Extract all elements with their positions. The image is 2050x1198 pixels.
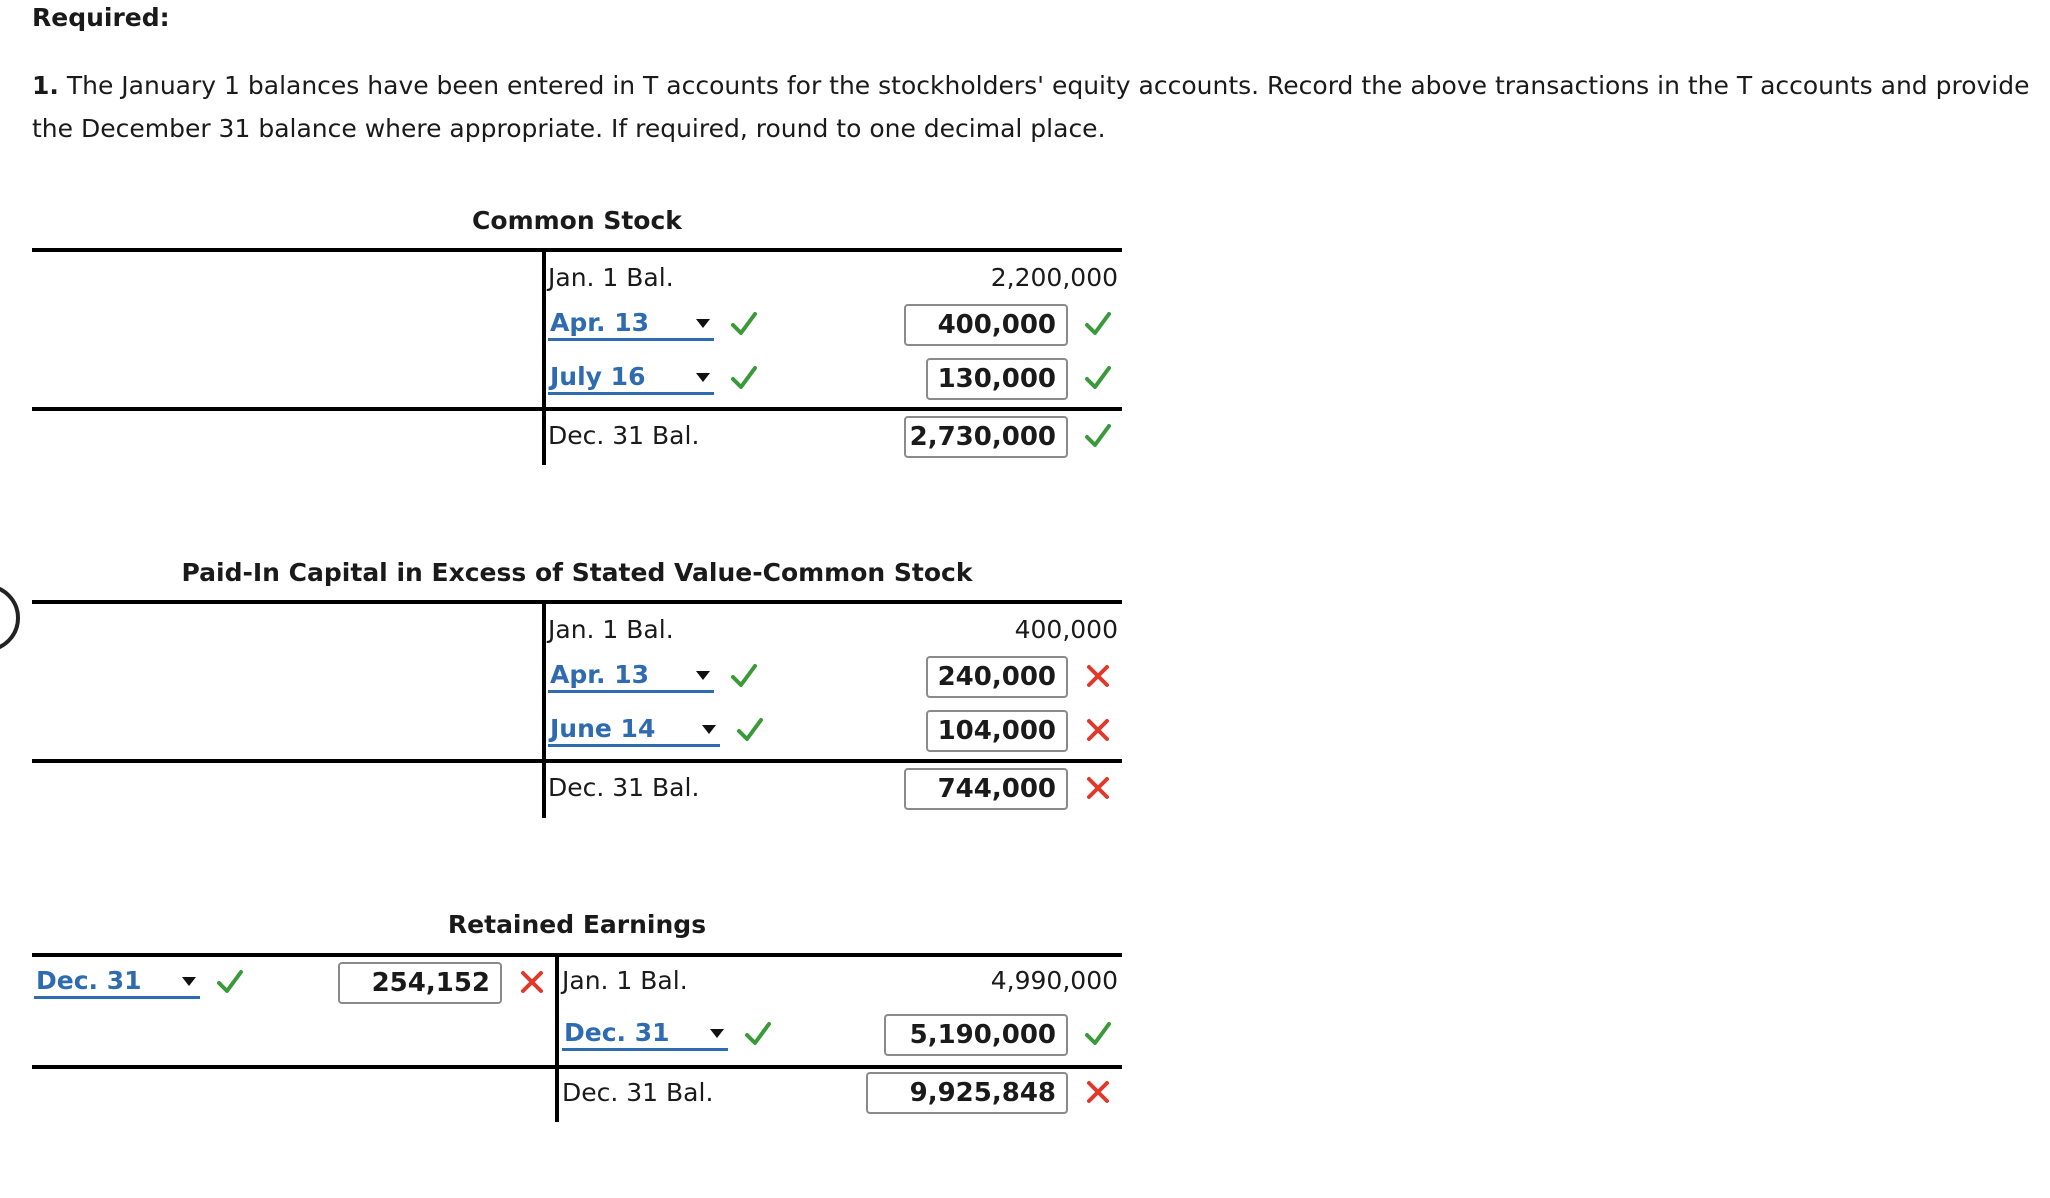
paid-in-capital-jan-amount: 400,000 [1014, 615, 1118, 644]
selected-date: Apr. 13 [550, 308, 649, 337]
retained-earnings-jan-label: Jan. 1 Bal. [562, 966, 688, 995]
paid-in-capital-dec-label: Dec. 31 Bal. [548, 773, 700, 802]
retained-earnings-row1-date-select[interactable] [562, 1018, 728, 1051]
common-stock-row2-amount-input[interactable]: 130,000 [926, 358, 1068, 400]
selected-date: Dec. 31 [36, 966, 142, 995]
paid-in-capital-dec-balance-input[interactable]: 744,000 [904, 768, 1068, 810]
retained-earnings-dec-balance-input[interactable]: 9,925,848 [866, 1072, 1068, 1114]
paid-in-capital-divider [542, 602, 546, 818]
x-icon [1084, 774, 1112, 802]
check-icon [730, 364, 758, 392]
x-icon [518, 968, 546, 996]
check-icon [736, 716, 764, 744]
common-stock-dec-balance-input[interactable]: 2,730,000 [904, 416, 1068, 458]
common-stock-row1-amount-input[interactable]: 400,000 [904, 304, 1068, 346]
caret-down-icon [696, 373, 710, 382]
selected-date: Apr. 13 [550, 660, 649, 689]
common-stock-jan-label: Jan. 1 Bal. [548, 263, 674, 292]
paid-in-capital-row2-date-select[interactable] [548, 714, 720, 747]
selected-date: Dec. 31 [564, 1018, 670, 1047]
retained-earnings-row1-amount-input[interactable]: 5,190,000 [884, 1014, 1068, 1056]
caret-down-icon [696, 319, 710, 328]
retained-earnings-title: Retained Earnings [447, 910, 707, 939]
common-stock-divider [542, 250, 546, 465]
retained-earnings-total-rule [32, 1065, 1122, 1069]
common-stock-row1-date-select[interactable] [548, 308, 714, 341]
x-icon [1084, 716, 1112, 744]
caret-down-icon [182, 977, 196, 986]
selected-date: July 16 [550, 362, 646, 391]
x-icon [1084, 1078, 1112, 1106]
side-nav-circle [0, 584, 20, 652]
check-icon [1084, 364, 1112, 392]
common-stock-total-rule [32, 407, 1122, 411]
instruction-number: 1. [32, 71, 59, 100]
check-icon [730, 310, 758, 338]
instructions [32, 64, 2032, 150]
paid-in-capital-row2-amount-input[interactable]: 104,000 [926, 710, 1068, 752]
retained-earnings-top-rule [32, 953, 1122, 957]
x-icon [1084, 662, 1112, 690]
common-stock-top-rule [32, 248, 1122, 252]
caret-down-icon [710, 1029, 724, 1038]
retained-earnings-divider [555, 955, 559, 1122]
paid-in-capital-row1-date-select[interactable] [548, 660, 714, 693]
caret-down-icon [696, 671, 710, 680]
retained-earnings-jan-amount: 4,990,000 [990, 966, 1118, 995]
caret-down-icon [702, 725, 716, 734]
paid-in-capital-jan-label: Jan. 1 Bal. [548, 615, 674, 644]
check-icon [216, 968, 244, 996]
retained-earnings-debit-date-select[interactable] [34, 966, 200, 999]
common-stock-dec-label: Dec. 31 Bal. [548, 421, 700, 450]
paid-in-capital-title: Paid-In Capital in Excess of Stated Value-Common Stock [181, 558, 973, 587]
check-icon [1084, 422, 1112, 450]
check-icon [1084, 1020, 1112, 1048]
selected-date: June 14 [550, 714, 656, 743]
retained-earnings-debit-amount-input[interactable]: 254,152 [338, 962, 502, 1004]
retained-earnings-dec-label: Dec. 31 Bal. [562, 1078, 714, 1107]
paid-in-capital-row1-amount-input[interactable]: 240,000 [926, 656, 1068, 698]
required-heading: Required: [32, 3, 170, 32]
paid-in-capital-total-rule [32, 759, 1122, 763]
paid-in-capital-top-rule [32, 600, 1122, 604]
common-stock-title: Common Stock [472, 206, 682, 235]
instruction-text: The January 1 balances have been entered in T accounts for the stockholders' equity accounts. Record the above transactions in the T accounts and provide the December 31 balance where appropriate. If required, round to one decimal place. [32, 71, 2030, 143]
common-stock-jan-amount: 2,200,000 [990, 263, 1118, 292]
common-stock-row2-date-select[interactable] [548, 362, 714, 395]
check-icon [744, 1020, 772, 1048]
check-icon [1084, 310, 1112, 338]
check-icon [730, 662, 758, 690]
